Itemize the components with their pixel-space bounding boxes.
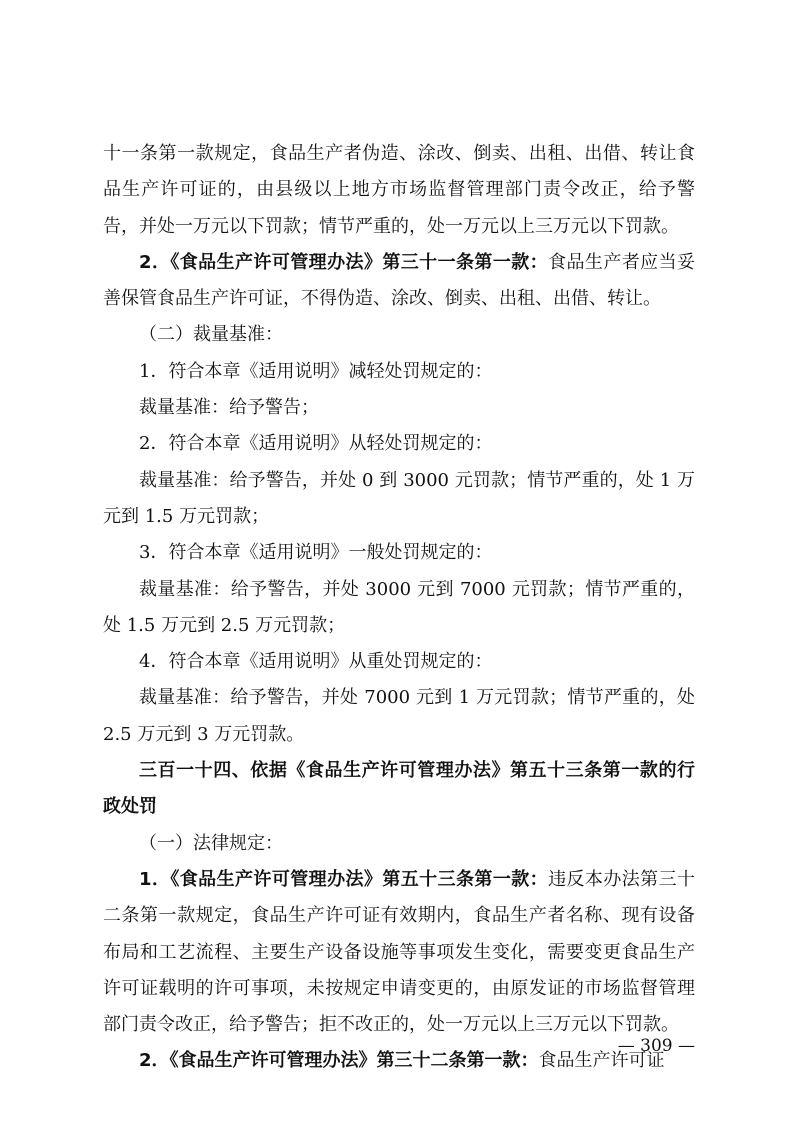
- paragraph-article-31: [103, 245, 695, 318]
- article-31-ref: 2．《食品生产许可管理办法》第三十一条第一款：: [139, 251, 549, 273]
- document-body: [103, 136, 695, 1080]
- section-heading-314: 三百一十四、依据《食品生产许可管理办法》第五十三条第一款的行政处罚: [103, 760, 695, 818]
- standard-lighter: 裁量基准：给予警告，并处 0 到 3000 元罚款；情节严重的，处 1 万元到 1.5 万元罚款；: [103, 469, 695, 527]
- standard-mitigated: 裁量基准：给予警告；: [139, 397, 319, 419]
- article-31-text: 食品生产者应当妥善保管食品生产许可证，不得伪造、涂改、倒卖、出租、出借、转让。: [103, 251, 696, 310]
- article-53-ref: 1．《食品生产许可管理办法》第五十三条第一款：: [139, 868, 549, 890]
- paragraph-article-32: [103, 1043, 695, 1079]
- section-legal-provisions: （一）法律规定：: [139, 832, 283, 854]
- standard-heavier: 裁量基准：给予警告，并处 7000 元到 1 万元罚款；情节严重的，处 2.5 万元到 3 万元罚款。: [103, 687, 695, 745]
- article-53-text: 违反本办法第三十二条第一款规定，食品生产许可证有效期内，食品生产者名称、现有设备布局和工艺流程、主要生产设备设施等事项发生变化，需要变更食品生产许可证载明的许可事项，未按规定申请变更的，由原发证的市场监督管理部门责令改正，给予警告；拒不改正的，处一万元以上三万元以下罚款。: [103, 868, 696, 1036]
- paragraph-article-53: [103, 862, 695, 1043]
- item-mitigated: 1．符合本章《适用说明》减轻处罚规定的：: [139, 360, 493, 382]
- page-number: — 309 —: [617, 1036, 695, 1056]
- item-general: 3．符合本章《适用说明》一般处罚规定的：: [139, 542, 493, 564]
- section-discretion-standard: （二）裁量基准：: [139, 324, 283, 346]
- paragraph-continued-penalty: 十一条第一款规定，食品生产者伪造、涂改、倒卖、出租、出借、转让食品生产许可证的，由县级以上地方市场监督管理部门责令改正，给予警告，并处一万元以下罚款；情节严重的，处一万元以上三万元以下罚款。: [103, 143, 695, 237]
- standard-general: 裁量基准：给予警告，并处 3000 元到 7000 元罚款；情节严重的，处 1.5 万元到 2.5 万元罚款；: [103, 578, 695, 636]
- item-heavier: 4．符合本章《适用说明》从重处罚规定的：: [139, 651, 493, 673]
- article-32-ref: 2．《食品生产许可管理办法》第三十二条第一款：: [139, 1050, 539, 1072]
- article-32-text: 食品生产许可证: [538, 1050, 665, 1072]
- item-lighter: 2．符合本章《适用说明》从轻处罚规定的：: [139, 433, 493, 455]
